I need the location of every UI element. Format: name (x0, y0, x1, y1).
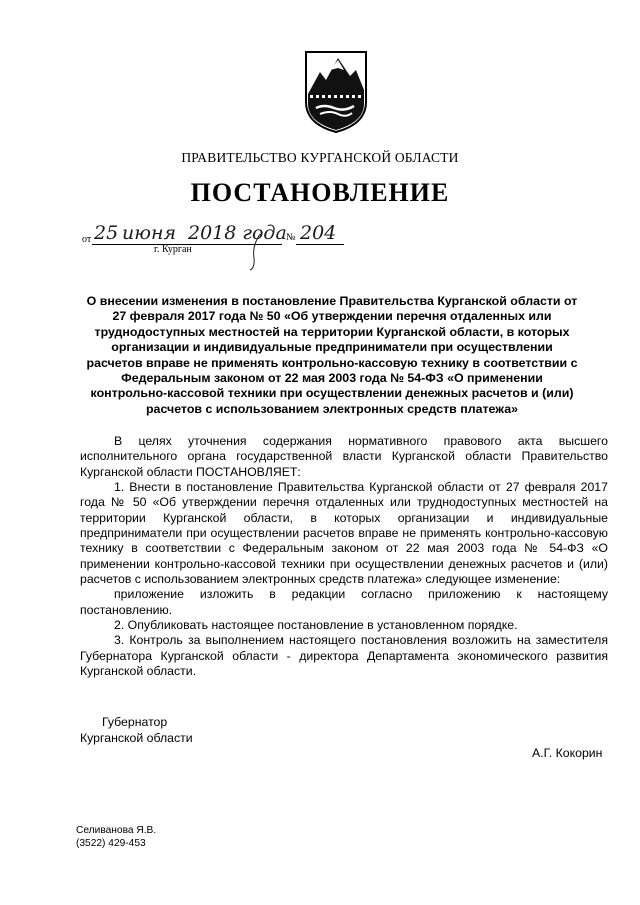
item-1-paragraph: 1. Внести в постановление Правительства Курганской области от 27 февраля 2017 года № 50 «Об утверждении перечня отдаленных или труднодоступных местностей на территории Курганской области, в которых организации и индивидуальные предприниматели при осуществлении расчетов вправе не применять контрольно-кассовую технику в соответствии с Федеральным законом от 22 мая 2003 года № 54-ФЗ «О применении контрольно-кассовой техники при осуществлении денежных расчетов и (или) расчетов с использованием электронных средств платежа» следующее изменение: (80, 480, 608, 587)
handwritten-day: 25 (94, 222, 119, 244)
city-label: г. Курган (154, 244, 192, 255)
pen-stroke-mark (248, 232, 264, 272)
document-title: О внесении изменения в постановление Правительства Курганской области от 27 февраля 2017 года № 50 «Об утверждении перечня отдаленных или труднодоступных местностей на территории Курганской области, в которых организации и индивидуальные предприниматели при осуществлении расчетов вправе не применять контрольно-кассовую технику в соответствии с Федеральным законом от 22 мая 2003 года № 54-ФЗ «О применении контрольно-кассовой техники при осуществлении денежных расчетов и (или) расчетов с использованием электронных средств платежа» (86, 294, 578, 416)
performer-info (76, 825, 156, 850)
signatory-position-line1: Губернатор (102, 715, 168, 729)
item-2-paragraph: 2. Опубликовать настоящее постановление в установленном порядке. (114, 618, 518, 633)
handwritten-year: 2018 года (188, 222, 287, 244)
coat-of-arms-icon (304, 50, 368, 134)
signatory-name: А.Г. Кокорин (532, 746, 603, 760)
performer-phone: (3522) 429-453 (76, 837, 146, 849)
preamble-paragraph: В целях уточнения содержания нормативного правового акта высшего исполнительного органа государственной власти Курганской области Правительство Курганской области ПОСТАНОВЛЯЕТ: (80, 434, 608, 479)
handwritten-number: 204 (300, 222, 337, 244)
document-body (80, 434, 608, 680)
performer-name: Селиванова Я.В. (76, 825, 157, 836)
item-3-paragraph: 3. Контроль за выполнением настоящего постановления возложить на заместителя Губернатора Курганской области - директора Департамента экономического развития Курганской области. (80, 633, 608, 679)
government-name: ПРАВИТЕЛЬСТВО КУРГАНСКОЙ ОБЛАСТИ (181, 150, 459, 165)
handwritten-month: июня (122, 222, 177, 244)
from-label: от (82, 234, 92, 245)
item-1-change-paragraph: приложение изложить в редакции согласно приложению к настоящему постановлению. (80, 587, 608, 617)
number-label: № (286, 232, 296, 243)
document-type-heading: ПОСТАНОВЛЕНИЕ (190, 178, 450, 207)
signatory-position-line2: Курганской области (80, 731, 193, 745)
date-number-line (82, 222, 362, 258)
number-underline (296, 244, 344, 245)
